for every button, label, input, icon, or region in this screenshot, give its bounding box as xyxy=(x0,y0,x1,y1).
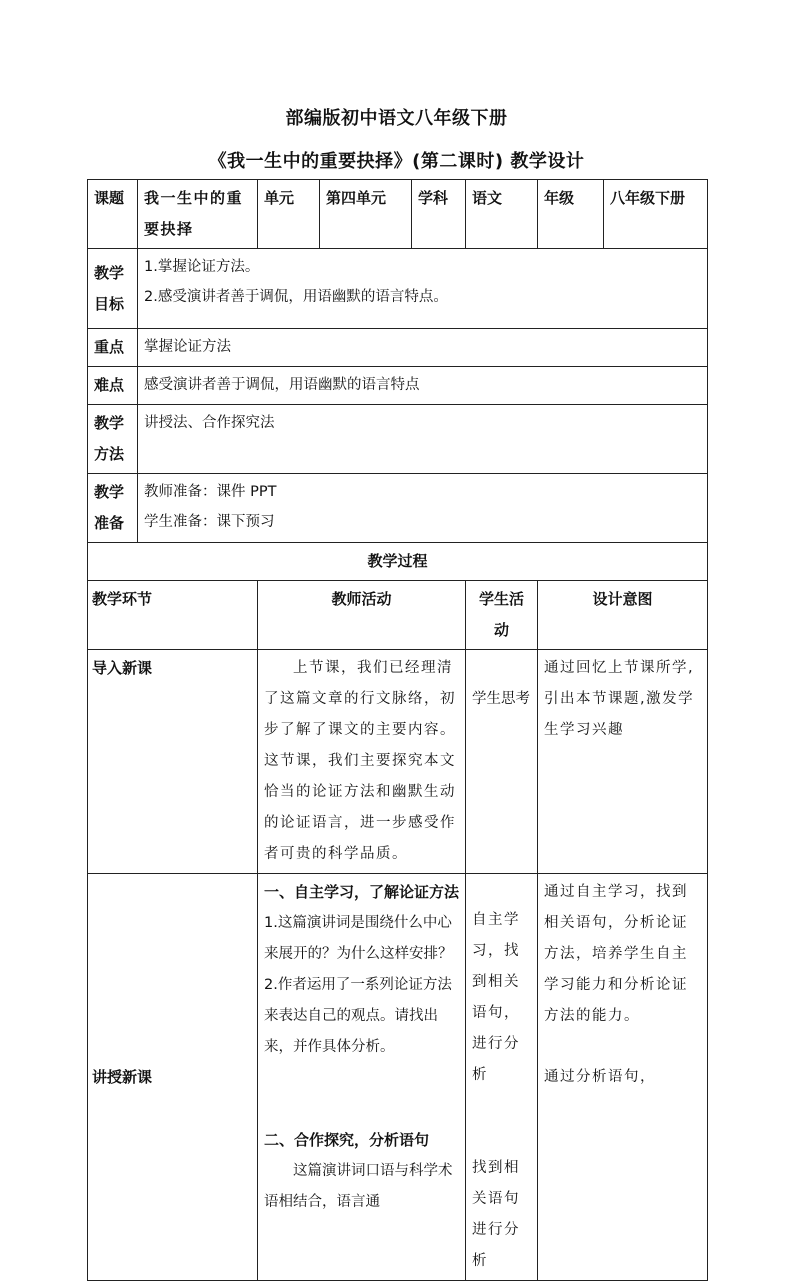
part2-intent: 通过分析语句， xyxy=(544,1069,656,1085)
teacher-activity-intro: 上节课，我们已经理清了这篇文章的行文脉络，初步了解了课文的主要内容。这节课，我们主要探究本文恰当的论证方法和幽默生动的论证语言，进一步感受作者可贵的科学品质。 xyxy=(258,650,466,874)
goals-content xyxy=(138,249,708,329)
part2-title: 二、合作探究，分析语句 xyxy=(264,1131,430,1149)
key-point-label: 重点 xyxy=(88,329,138,367)
part1-question-2: 2.作者运用了一系列论证方法来表达自己的观点。请找出来，并作具体分析。 xyxy=(264,977,452,1055)
method-label: 教学方法 xyxy=(88,405,138,474)
part1-intent: 通过自主学习，找到相关语句，分析论证方法，培养学生自主学习能力和分析论证方法的能力。 xyxy=(544,884,688,1024)
part2-student: 找到相关语句进行分析 xyxy=(472,1160,520,1269)
process-row-new-lesson xyxy=(88,874,708,1281)
lesson-plan-table xyxy=(87,179,708,1281)
design-intent-new-lesson xyxy=(538,874,708,1281)
difficulty-label: 难点 xyxy=(88,367,138,405)
method-value: 讲授法、合作探究法 xyxy=(138,405,708,474)
subject-value: 语文 xyxy=(466,180,538,249)
prep-row xyxy=(88,474,708,543)
part1-student: 自主学习，找到相关语句，进行分析 xyxy=(472,912,520,1083)
part1-title: 一、自主学习，了解论证方法 xyxy=(264,883,460,901)
key-point-row xyxy=(88,329,708,367)
document-subtitle: 《我一生中的重要抉择》(第二课时) 教学设计 xyxy=(208,151,585,172)
topic-value: 我一生中的重要抉择 xyxy=(138,180,258,249)
part2-text: 这篇演讲词口语与科学术语相结合，语言通 xyxy=(264,1163,453,1210)
process-row-intro xyxy=(88,650,708,874)
prep-content xyxy=(138,474,708,543)
grade-value: 八年级下册 xyxy=(604,180,708,249)
info-row xyxy=(88,180,708,249)
unit-label: 单元 xyxy=(258,180,320,249)
teacher-activity-new-lesson xyxy=(258,874,466,1281)
document-title: 部编版初中语文八年级下册 xyxy=(285,108,508,129)
stage-intro: 导入新课 xyxy=(88,650,258,874)
prep-label: 教学准备 xyxy=(88,474,138,543)
student-activity-intro: 学生思考 xyxy=(466,650,538,874)
subject-label: 学科 xyxy=(412,180,466,249)
goal-item: 1.掌握论证方法。 xyxy=(144,259,260,275)
stage-new-lesson: 讲授新课 xyxy=(88,874,258,1281)
process-title-row xyxy=(88,543,708,581)
teacher-prep: 教师准备：课件 PPT xyxy=(144,484,277,500)
header-stage: 教学环节 xyxy=(88,581,258,650)
student-activity-new-lesson xyxy=(466,874,538,1281)
student-prep: 学生准备：课下预习 xyxy=(144,514,275,530)
method-row xyxy=(88,405,708,474)
part1-question-1: 1.这篇演讲词是围绕什么中心来展开的？为什么这样安排？ xyxy=(264,915,453,962)
difficulty-row xyxy=(88,367,708,405)
process-title: 教学过程 xyxy=(88,543,708,581)
unit-value: 第四单元 xyxy=(320,180,412,249)
goals-label: 教学目标 xyxy=(88,249,138,329)
header-student: 学生活动 xyxy=(466,581,538,650)
topic-label: 课题 xyxy=(88,180,138,249)
key-point-value: 掌握论证方法 xyxy=(138,329,708,367)
design-intent-intro: 通过回忆上节课所学,引出本节课题,激发学生学习兴趣 xyxy=(538,650,708,874)
goal-item: 2.感受演讲者善于调侃，用语幽默的语言特点。 xyxy=(144,289,448,305)
header-intent: 设计意图 xyxy=(538,581,708,650)
difficulty-value: 感受演讲者善于调侃，用语幽默的语言特点 xyxy=(138,367,708,405)
grade-label: 年级 xyxy=(538,180,604,249)
process-header-row xyxy=(88,581,708,650)
goals-row xyxy=(88,249,708,329)
header-teacher: 教师活动 xyxy=(258,581,466,650)
